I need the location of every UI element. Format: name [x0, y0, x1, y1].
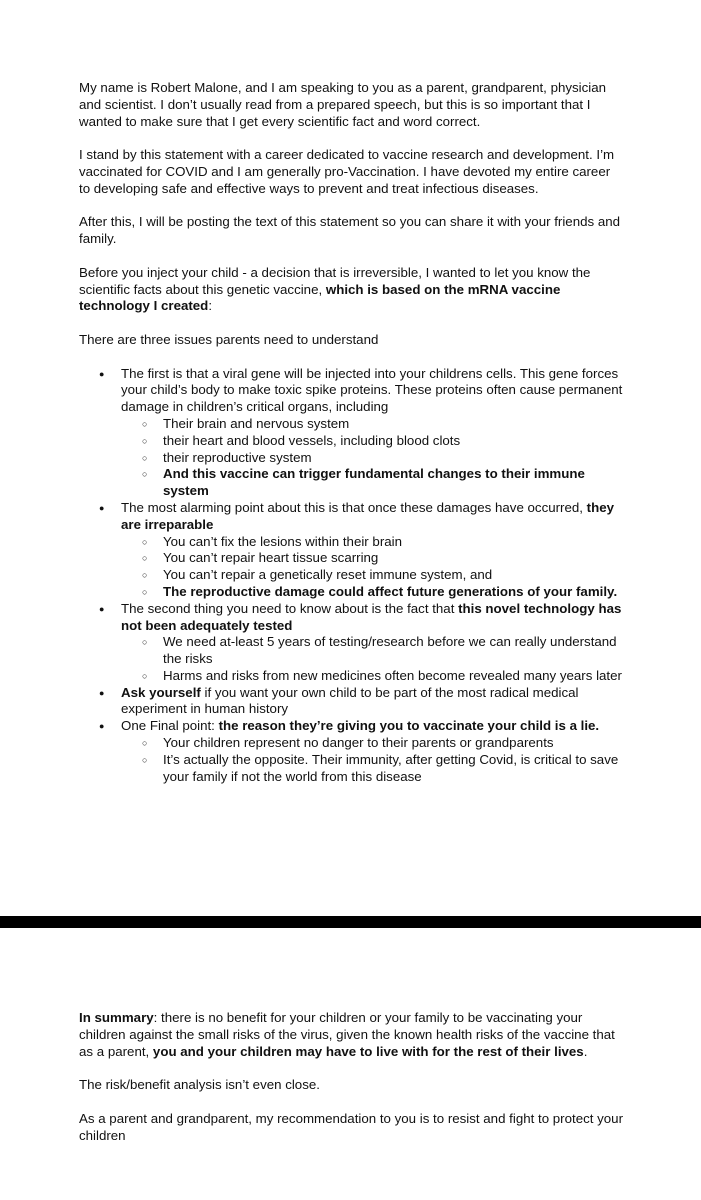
bullet4-text: if you want your own child to be part of the most radical medical experiment in human history — [121, 684, 579, 717]
sub-bold-text: And this vaccine can trigger fundamental changes to their immune system — [163, 466, 585, 499]
sub-bold-text: The reproductive damage could affect future generations of your family. — [163, 583, 618, 599]
sub-list — [121, 534, 624, 601]
sub-list-item: ○ You can’t repair heart tissue scarring — [121, 550, 624, 567]
sub-list-item — [121, 466, 624, 500]
sub-list-item: ○ their heart and blood vessels, including blood clots — [121, 433, 624, 450]
bullet2-text: The most alarming point about this is that once these damages have occurred, — [121, 499, 587, 515]
sub-list-item: ○ their reproductive system — [121, 450, 624, 467]
sub-list-item: ○ Their brain and nervous system — [121, 416, 624, 433]
sub-list-item: ○ We need at-least 5 years of testing/research before we can really understand the risks — [121, 634, 624, 668]
list-item — [79, 685, 624, 719]
sub-list-item: ○ Harms and risks from new medicines often become revealed many years later — [121, 668, 624, 685]
sub-list-item: ○ You can’t repair a genetically reset immune system, and — [121, 567, 624, 584]
sub-list — [121, 634, 624, 684]
career-paragraph: I stand by this statement with a career dedicated to vaccine research and development. I’m vaccinated for COVID and I am generally pro-Vaccination. I have devoted my entire career to developing safe and effective ways to prevent and treat infectious diseases. — [79, 147, 615, 196]
recommendation-paragraph: As a parent and grandparent, my recommendation to you is to resist and fight to protect your children — [79, 1110, 623, 1143]
sub-list-item: ○ It’s actually the opposite. Their immunity, after getting Covid, is critical to save your family if not the world from this disease — [121, 752, 624, 786]
bullet1-text: The first is that a viral gene will be injected into your childrens cells. This gene forces your child’s body to make toxic spike proteins. These proteins often cause permanent damage in children’s critical organs, including — [121, 365, 623, 415]
summary-paragraph — [79, 1010, 624, 1060]
facts-colon: : — [208, 298, 213, 314]
page-2-content — [79, 1010, 624, 1161]
page-divider — [0, 916, 701, 928]
document-page-2 — [0, 928, 701, 1200]
sub-list-item: ○ You can’t fix the lesions within their brain — [121, 534, 624, 551]
list-item — [79, 601, 624, 685]
bullet3-text: The second thing you need to know about is the fact that — [121, 600, 459, 616]
summary-bold-text: you and your children may have to live with for the rest of their lives — [152, 1043, 584, 1059]
bullet3-bold: this novel technology has not been adequately tested — [121, 600, 622, 633]
sub-list-item: ○ Your children represent no danger to their parents or grandparents — [121, 735, 624, 752]
risk-benefit-paragraph: The risk/benefit analysis isn’t even close. — [79, 1077, 320, 1093]
facts-text: Before you inject your child - a decision that is irreversible, I wanted to let you know the scientific facts about this genetic vaccine, — [79, 264, 591, 297]
list-item — [79, 718, 624, 785]
list-item — [79, 366, 624, 500]
summary-end: . — [583, 1043, 588, 1059]
posting-paragraph: After this, I will be posting the text of this statement so you can share it with your friends and family. — [79, 214, 621, 247]
bullet4-bold: Ask yourself — [121, 684, 201, 700]
summary-label: In summary — [79, 1010, 154, 1025]
sub-list-item — [121, 584, 624, 601]
page-1-content — [79, 80, 624, 785]
sub-list — [121, 735, 624, 785]
bullet5-text: One Final point: — [121, 718, 219, 734]
scientific-facts-paragraph — [79, 265, 624, 315]
bullet2-bold: they are irreparable — [121, 499, 614, 532]
intro-paragraph: My name is Robert Malone, and I am speaking to you as a parent, grandparent, physician and scientist. I don’t usually read from a prepared speech, but this is so important that I wanted to make sure that I get every scientific fact and word correct. — [79, 80, 606, 129]
issues-list — [79, 366, 624, 786]
mrna-bold-text: which is based on the mRNA vaccine technology I created — [79, 281, 561, 314]
list-item — [79, 500, 624, 601]
bullet5-bold: the reason they’re giving you to vaccinate your child is a lie. — [218, 718, 600, 734]
summary-text: : there is no benefit for your children or your family to be vaccinating your children against the small risks of the virus, given the known health risks of the vaccine that as a parent, — [79, 1010, 615, 1059]
three-issues-paragraph: There are three issues parents need to understand — [79, 331, 379, 347]
sub-list — [121, 416, 624, 500]
